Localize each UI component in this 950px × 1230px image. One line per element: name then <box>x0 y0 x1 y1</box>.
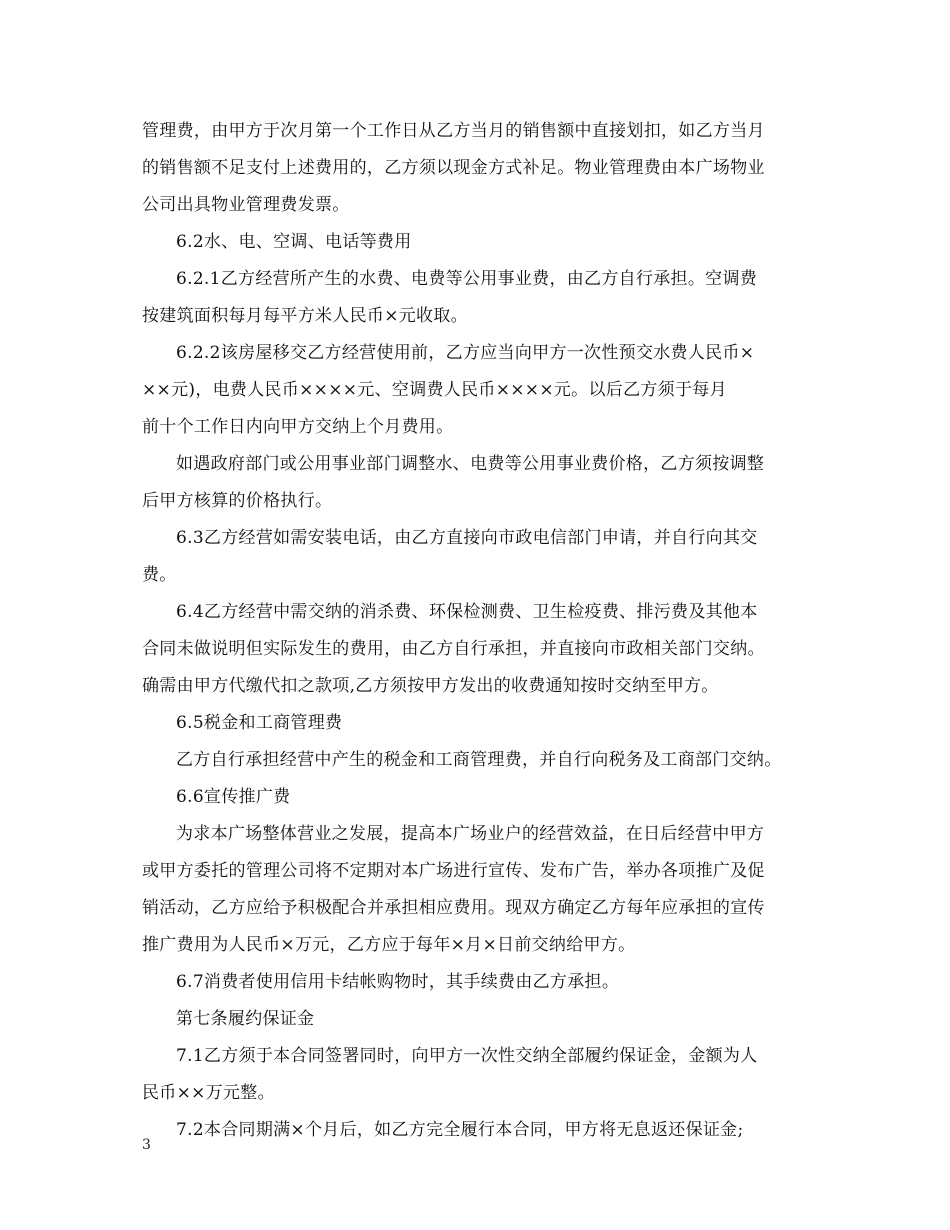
text-line-15: 合同未做说明但实际发生的费用，由乙方自行承担，并直接向市政相关部门交纳。 <box>142 639 765 659</box>
text-line-5: 6.2.1乙方经营所产生的水费、电费等公用事业费，由乙方自行承担。空调费 <box>176 269 758 289</box>
section-heading-article-7: 第七条履约保证金 <box>176 1009 315 1029</box>
text-line-3: 公司出具物业管理费发票。 <box>142 195 350 215</box>
text-line-10: 如遇政府部门或公用事业部门调整水、电费等公用事业费价格，乙方须按调整 <box>176 454 765 474</box>
text-line-20: 为求本广场整体营业之发展，提高本广场业户的经营效益，在日后经营中甲方 <box>176 824 765 844</box>
page-number: 3 <box>142 1137 151 1153</box>
text-line-26: 7.1乙方须于本合同签署同时，向甲方一次性交纳全部履约保证金，金额为人 <box>176 1046 758 1066</box>
text-line-14: 6.4乙方经营中需交纳的消杀费、环保检测费、卫生检疫费、排污费及其他本 <box>176 602 758 622</box>
text-line-6: 按建筑面积每月每平方米人民币×元收取。 <box>142 306 468 326</box>
body-text <box>142 113 822 1149</box>
text-line-16: 确需由甲方代缴代扣之款项,乙方须按甲方发出的收费通知按时交纳至甲方。 <box>142 676 719 696</box>
text-line-11: 后甲方核算的价格执行。 <box>142 491 333 511</box>
text-line-2: 的销售额不足支付上述费用的，乙方须以现金方式补足。物业管理费由本广场物业 <box>142 158 765 178</box>
text-line-23: 推广费用为人民币×万元，乙方应于每年×月×日前交纳给甲方。 <box>142 935 636 955</box>
document-body <box>142 113 822 1149</box>
text-line-9: 前十个工作日内向甲方交纳上个月费用。 <box>142 417 454 437</box>
text-line-13: 费。 <box>142 565 177 585</box>
text-line-22: 销活动，乙方应给予积极配合并承担相应费用。现双方确定乙方每年应承担的宣传 <box>142 898 765 918</box>
text-line-7: 6.2.2该房屋移交乙方经营使用前，乙方应当向甲方一次性预交水费人民币× <box>176 343 755 363</box>
text-line-28: 7.2本合同期满×个月后，如乙方完全履行本合同，甲方将无息返还保证金; <box>176 1120 744 1140</box>
section-heading-6-2: 6.2水、电、空调、电话等费用 <box>176 232 412 252</box>
text-line-1: 管理费，由甲方于次月第一个工作日从乙方当月的销售额中直接划扣，如乙方当月 <box>142 121 765 141</box>
text-line-21: 或甲方委托的管理公司将不定期对本广场进行宣传、发布广告，举办各项推广及促 <box>142 861 765 881</box>
text-line-24: 6.7消费者使用信用卡结帐购物时，其手续费由乙方承担。 <box>176 972 620 992</box>
text-line-8: ××元)，电费人民币××××元、空调费人民币××××元。以后乙方须于每月 <box>142 380 727 400</box>
text-line-12: 6.3乙方经营如需安装电话，由乙方直接向市政电信部门申请，并自行向其交 <box>176 528 758 548</box>
section-heading-6-5: 6.5税金和工商管理费 <box>176 713 343 733</box>
text-line-18: 乙方自行承担经营中产生的税金和工商管理费，并自行向税务及工商部门交纳。 <box>176 750 782 770</box>
text-line-27: 民币××万元整。 <box>142 1083 275 1103</box>
section-heading-6-6: 6.6宣传推广费 <box>176 787 291 807</box>
